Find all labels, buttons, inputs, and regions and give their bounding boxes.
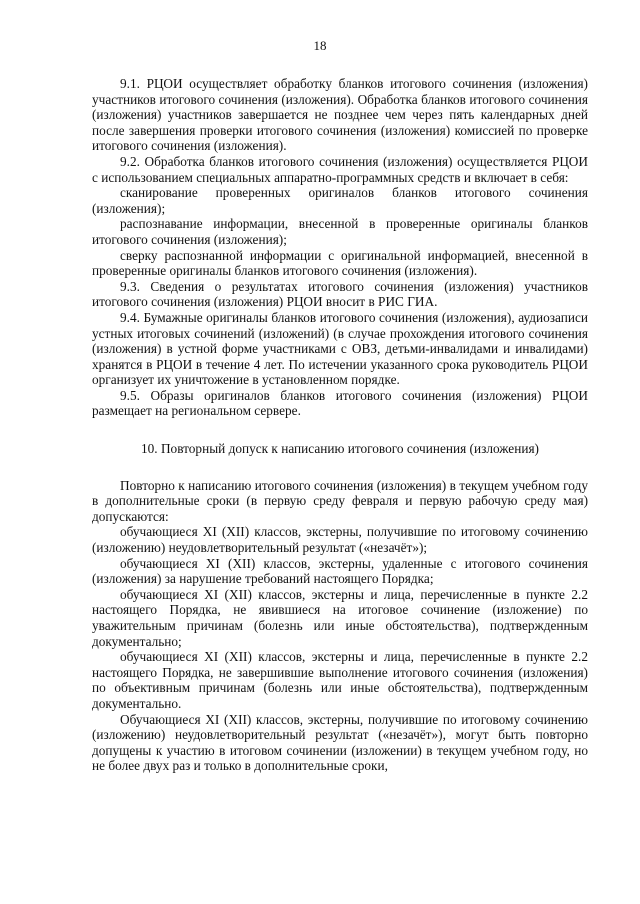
paragraph-readmission: Обучающиеся XI (XII) классов, экстерны, получившие по итоговому сочинению (изложению) неудовлетворительный результат («незачёт»), могут быть повторно допущены к участию в итоговом сочинении (изложении) в текущем учебном году, но не более двух раз и только в дополнительные сроки,	[92, 711, 588, 774]
list-item-unsatisfactory: обучающиеся XI (XII) классов, экстерны, получившие по итоговому сочинению (изложению) неудовлетворительный результат («незачёт»);	[92, 524, 588, 556]
section-title: 10. Повторный допуск к написанию итогового сочинения (изложения)	[141, 441, 539, 457]
list-item-not-completed: обучающиеся XI (XII) классов, экстерны и лица, перечисленные в пункте 2.2 настоящего Порядка, не завершившие выполнение итогового сочинения (изложения) по объективным причинам (болезнь или иные обстоятельства), подтвержденным документально.	[92, 649, 588, 711]
list-item-recognition: распознавание информации, внесенной в проверенные оригиналы бланков итогового сочинения (изложения);	[92, 216, 588, 247]
paragraph-9-1: 9.1. РЦОИ осуществляет обработку бланков итогового сочинения (изложения) участников итогового сочинения (изложения). Обработка бланков итогового сочинения (изложения) участников завершается не позднее чем через пять календарных дней после завершения проверки итогового сочинения (изложения) комиссией по проверке итогового сочинения (изложения).	[92, 76, 588, 154]
document-body	[92, 76, 588, 774]
section-intro: Повторно к написанию итогового сочинения (изложения) в текущем учебном году в дополнительные сроки (в первую среду февраля и первую рабочую среду мая) допускаются:	[92, 477, 588, 524]
paragraph-9-5: 9.5. Образы оригиналов бланков итогового сочинения (изложения) РЦОИ размещает на региональном сервере.	[92, 387, 588, 419]
paragraph-9-2: 9.2. Обработка бланков итогового сочинения (изложения) осуществляется РЦОИ с использованием специальных аппаратно-программных средств и включает в себя:	[92, 153, 588, 185]
paragraph-9-4: 9.4. Бумажные оригиналы бланков итогового сочинения (изложения), аудиозаписи устных итоговых сочинений (изложений) (в случае прохождения итогового сочинения (изложения) в устной форме участниками с ОВЗ, детьми-инвалидами и инвалидами) хранятся в РЦОИ в течение 4 лет. По истечении указанного срока руководитель РЦОИ организует их уничтожение в установленном порядке.	[92, 309, 588, 388]
list-item-removed: обучающиеся XI (XII) классов, экстерны, удаленные с итогового сочинения (изложения) за нарушение требований настоящего Порядка;	[92, 555, 588, 587]
list-item-scanning: сканирование проверенных оригиналов бланков итогового сочинения (изложения);	[92, 185, 588, 216]
page-number: 18	[313, 38, 327, 53]
list-item-absent: обучающиеся XI (XII) классов, экстерны и лица, перечисленные в пункте 2.2 настоящего Порядка, не явившиеся на итоговое сочинение (изложение) по уважительным причинам (болезнь или иные обстоятельства), подтвержденным документально;	[92, 586, 588, 649]
list-item-verification: сверку распознанной информации с оригинальной информацией, внесенной в проверенные оригиналы бланков итогового сочинения (изложения).	[92, 247, 588, 279]
paragraph-9-3: 9.3. Сведения о результатах итогового сочинения (изложения) участников итогового сочинения (изложения) РЦОИ вносит в РИС ГИА.	[92, 278, 588, 310]
